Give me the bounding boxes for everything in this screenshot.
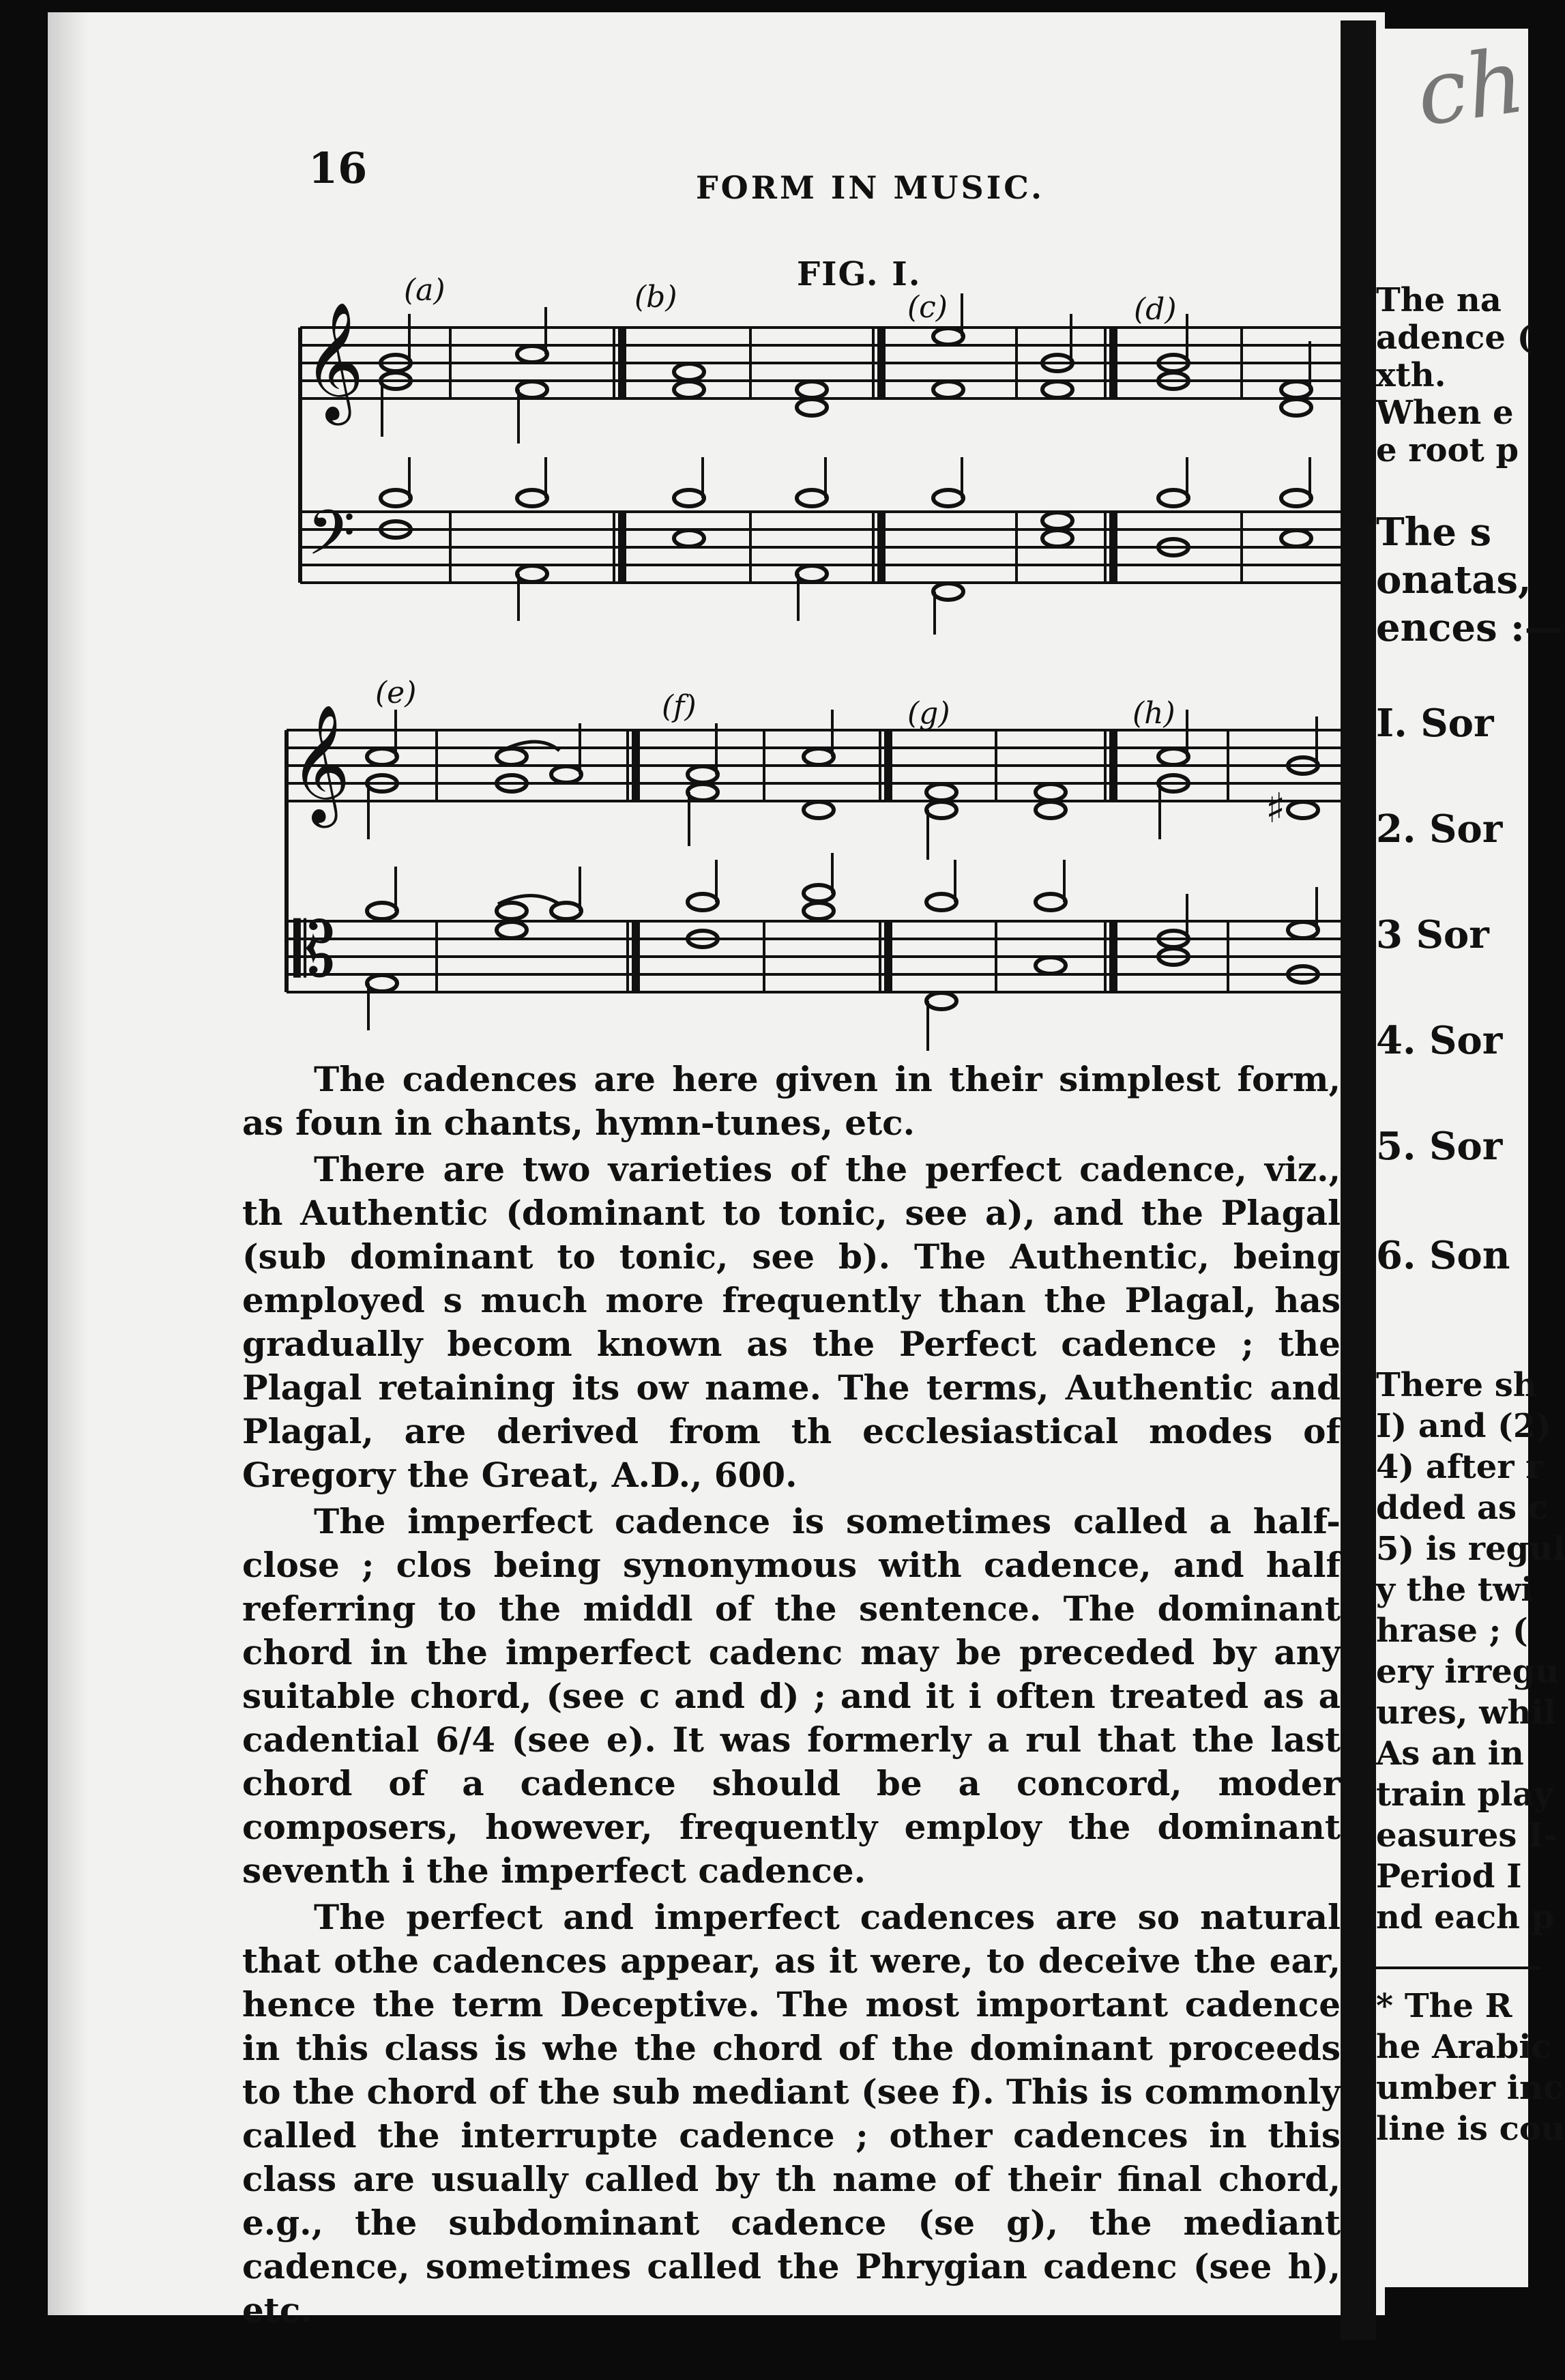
right-page-line: 5) is regul [1376, 1530, 1565, 1568]
bass-clef-icon: 𝄢 [307, 497, 355, 584]
cadence-marker-c: (c) [907, 290, 948, 325]
right-page-line: dded as c [1376, 1489, 1548, 1527]
right-page-line: umber inc [1376, 2069, 1564, 2107]
right-page-line: ences :— [1376, 605, 1563, 650]
treble-clef-icon-2: 𝄞 [290, 704, 351, 823]
right-page-line: Period I [1376, 1857, 1522, 1896]
right-page-line: adence ( [1376, 319, 1533, 357]
right-page-line: 2. Sor [1376, 807, 1503, 852]
footnote-rule [1376, 1967, 1540, 1969]
running-head: FORM IN MUSIC. [696, 169, 1045, 206]
right-page-line: 4) after r [1376, 1448, 1543, 1486]
sharp-icon: ♯ [1266, 785, 1286, 832]
cadence-marker-a: (a) [404, 273, 445, 308]
right-page-line: I) and (2) [1376, 1407, 1551, 1445]
cadence-marker-d: (d) [1134, 292, 1177, 327]
right-page-line: he Arabic [1376, 2028, 1551, 2066]
right-page-line: easures I- [1376, 1816, 1557, 1855]
right-page-line: ery irregu [1376, 1653, 1560, 1691]
right-page-line: e root p [1376, 431, 1519, 469]
alto-clef-icon: 𝄡 [293, 906, 336, 993]
right-page-line: 4. Sor [1376, 1018, 1503, 1063]
cadence-marker-e: (e) [375, 676, 417, 710]
right-page-line: hrase ; ( [1376, 1612, 1528, 1650]
page-edge-shadow [48, 12, 89, 2315]
paragraph-3: The imperfect cadence is sometimes called a half-close ; clos being synonymous with cadence, and half referring to the middl of the sentence. The dominant chord in the imperfect cadenc may be preceded by any suitable chord, (see c and d) ; and it i often treated as a cadential 6/4 (see e). It was formerly a rul that the last chord of a cadence should be a concord, moder composers, however, frequently employ the dominant seventh i the imperfect cadence. [242, 1501, 1341, 1891]
system1-bass-staff [300, 512, 1341, 583]
right-page-line: When e [1376, 394, 1514, 432]
treble-clef-icon: 𝄞 [304, 302, 364, 420]
system1-treble-notes [381, 328, 1311, 416]
cadence-marker-b: (b) [634, 280, 677, 315]
right-page-line: ures, whil [1376, 1694, 1556, 1732]
system2-bass-notes [367, 885, 1318, 1009]
right-page-line: line is cou [1376, 2110, 1565, 2148]
right-page-line: train play [1376, 1775, 1553, 1814]
paragraph-2: There are two varieties of the perfect cadence, viz., th Authentic (dominant to tonic, see a), and the Plagal (sub dominant to tonic, see b). The Authentic, being employed s much more frequently than the Plagal, has gradually becom known as the Perfect cadence ; the Plagal retaining its ow name. The terms, Authentic and Plagal, are derived from th ecclesiastical modes of Gregory the Great, A.D., 600. [242, 1149, 1341, 1495]
right-page-line: I. Sor [1376, 701, 1494, 746]
right-page-line: 5. Sor [1376, 1124, 1503, 1169]
body-text [242, 1058, 1341, 2335]
cadence-marker-f: (f) [662, 689, 697, 724]
right-page-line: The s [1376, 510, 1492, 555]
system1-barlines [450, 328, 1242, 583]
cadence-marker-g: (g) [907, 696, 950, 731]
right-page-line: xth. [1376, 356, 1446, 394]
cadence-marker-h: (h) [1132, 696, 1175, 731]
paragraph-1: The cadences are here given in their simplest form, as foun in chants, hymn-tunes, etc. [242, 1059, 1341, 1143]
right-page-line: onatas, [1376, 557, 1532, 603]
right-page-line: 6. Son [1376, 1233, 1510, 1278]
page-number: 16 [308, 143, 368, 193]
book-gutter [1341, 20, 1376, 2340]
right-page [1376, 28, 1565, 2287]
paragraph-4: The perfect and imperfect cadences are so natural that othe cadences appear, as it were, to deceive the ear, hence the term Deceptive. The most important cadence in this class is whe the chord of the dominant proceeds to the chord of the sub mediant (see f). This is commonly called the interrupte cadence ; other cadences in this class are usually called by th name of their final chord, e.g., the subdominant cadence (se g), the mediant cadence, sometimes called the Phrygian cadenc (see h), etc. [242, 1897, 1341, 2330]
right-page-line: y the twi [1376, 1571, 1534, 1609]
handwriting-mark: ch [1410, 28, 1531, 147]
right-page-line: * The R [1376, 1987, 1512, 2025]
right-page-line: nd each p [1376, 1898, 1555, 1936]
right-page-line: The na [1376, 281, 1502, 319]
figure-label: FIG. I. [797, 255, 922, 293]
right-page-line: There sh [1376, 1366, 1537, 1404]
right-page-line: As an in [1376, 1735, 1524, 1773]
right-page-line: 3 Sor [1376, 912, 1489, 957]
